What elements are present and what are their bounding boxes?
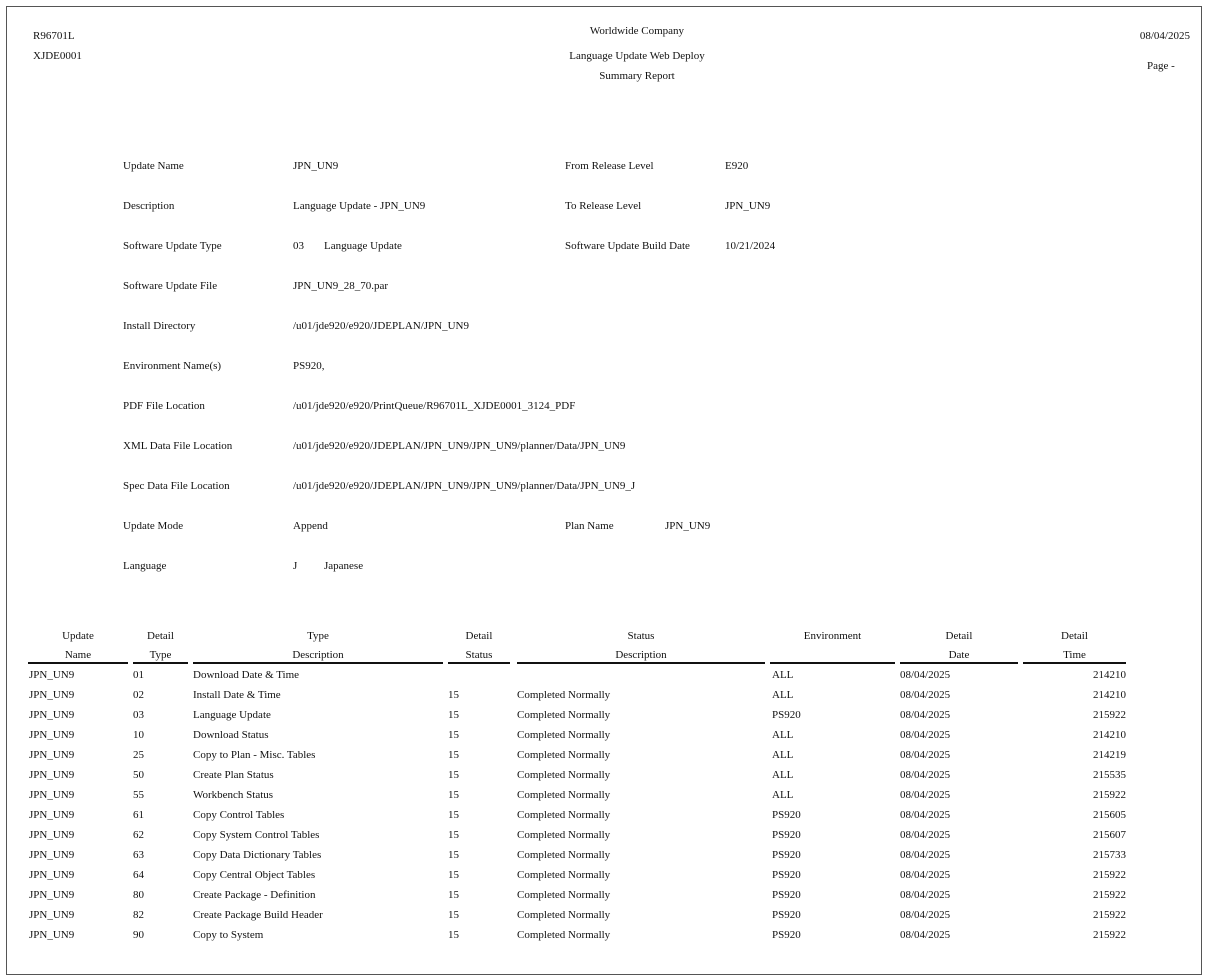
environment-cell: ALL <box>772 749 794 761</box>
type-desc-cell: Workbench Status <box>193 789 274 801</box>
from-release-label: From Release Level <box>565 160 654 172</box>
detail-type-cell: 10 <box>133 729 144 741</box>
detail-status-cell: 15 <box>448 889 459 901</box>
col-header-update-name: Update Name <box>62 630 94 661</box>
detail-type-cell: 50 <box>133 769 144 781</box>
detail-time-cell: 215922 <box>1093 929 1126 941</box>
detail-time-cell: 215733 <box>1093 849 1126 861</box>
detail-time-cell: 215607 <box>1093 829 1126 841</box>
status-desc-cell: Completed Normally <box>517 829 611 841</box>
language-label: Language <box>123 560 167 572</box>
detail-date-cell: 08/04/2025 <box>900 909 951 921</box>
type-desc-cell: Install Date & Time <box>193 689 281 701</box>
detail-date-cell: 08/04/2025 <box>900 829 951 841</box>
table-row <box>0 828 1210 848</box>
detail-type-cell: 80 <box>133 889 144 901</box>
update-mode-label: Update Mode <box>123 520 184 532</box>
table-row <box>0 928 1210 948</box>
update-name-label: Update Name <box>123 160 184 172</box>
detail-date-cell: 08/04/2025 <box>900 689 951 701</box>
type-desc-cell: Download Date & Time <box>193 669 300 681</box>
type-desc-cell: Copy Data Dictionary Tables <box>193 849 322 861</box>
detail-status-cell: 15 <box>448 709 459 721</box>
col-header-detail-status: Detail Status <box>465 630 493 661</box>
status-desc-cell: Completed Normally <box>517 709 611 721</box>
table-row <box>0 668 1210 688</box>
detail-type-cell: 01 <box>133 669 144 681</box>
program-id: R96701L <box>33 30 75 42</box>
environment-cell: PS920 <box>772 709 801 721</box>
build-date-value: 10/21/2024 <box>725 240 776 252</box>
col-underline <box>28 662 128 664</box>
detail-time-cell: 215605 <box>1093 809 1126 821</box>
update-file-label: Software Update File <box>123 280 218 292</box>
detail-status-cell: 15 <box>448 829 459 841</box>
status-desc-cell: Completed Normally <box>517 929 611 941</box>
detail-status-cell: 15 <box>448 869 459 881</box>
detail-status-cell: 15 <box>448 809 459 821</box>
update-type-label: Software Update Type <box>123 240 222 252</box>
type-desc-cell: Copy to Plan - Misc. Tables <box>193 749 316 761</box>
status-desc-cell: Completed Normally <box>517 809 611 821</box>
detail-type-cell: 64 <box>133 869 144 881</box>
environment-cell: PS920 <box>772 889 801 901</box>
environment-cell: PS920 <box>772 929 801 941</box>
status-desc-cell: Completed Normally <box>517 869 611 881</box>
pdf-location-value: /u01/jde920/e920/PrintQueue/R96701L_XJDE0001_3124_PDF <box>293 400 576 412</box>
environment-cell: ALL <box>772 789 794 801</box>
xml-location-value: /u01/jde920/e920/JDEPLAN/JPN_UN9/JPN_UN9/planner/Data/JPN_UN9 <box>293 440 626 452</box>
table-row <box>0 888 1210 908</box>
update-name-cell: JPN_UN9 <box>29 809 75 821</box>
spec-location-label: Spec Data File Location <box>123 480 230 492</box>
table-row <box>0 808 1210 828</box>
detail-time-cell: 214210 <box>1093 689 1126 701</box>
detail-time-cell: 214210 <box>1093 729 1126 741</box>
update-name-cell: JPN_UN9 <box>29 689 75 701</box>
update-type-desc: Language Update <box>324 240 402 252</box>
detail-type-cell: 82 <box>133 909 144 921</box>
detail-type-cell: 03 <box>133 709 144 721</box>
environment-cell: PS920 <box>772 829 801 841</box>
environment-cell: ALL <box>772 689 794 701</box>
env-names-value: PS920, <box>293 360 325 372</box>
detail-status-cell: 15 <box>448 729 459 741</box>
report-title: Language Update Web Deploy <box>569 50 705 62</box>
detail-status-cell: 15 <box>448 789 459 801</box>
type-desc-cell: Create Package - Definition <box>193 889 316 901</box>
detail-time-cell: 214219 <box>1093 749 1126 761</box>
detail-time-cell: 215922 <box>1093 789 1126 801</box>
type-desc-cell: Download Status <box>193 729 269 741</box>
version-id: XJDE0001 <box>33 50 82 62</box>
col-underline <box>517 662 765 664</box>
detail-status-cell: 15 <box>448 849 459 861</box>
detail-status-cell: 15 <box>448 749 459 761</box>
col-underline <box>770 662 895 664</box>
col-underline <box>448 662 510 664</box>
col-underline <box>1023 662 1126 664</box>
detail-status-cell: 15 <box>448 769 459 781</box>
detail-date-cell: 08/04/2025 <box>900 769 951 781</box>
detail-type-cell: 55 <box>133 789 144 801</box>
detail-time-cell: 215922 <box>1093 709 1126 721</box>
update-name-cell: JPN_UN9 <box>29 669 75 681</box>
update-file-value: JPN_UN9_28_70.par <box>293 280 389 292</box>
detail-date-cell: 08/04/2025 <box>900 709 951 721</box>
detail-type-cell: 90 <box>133 929 144 941</box>
type-desc-cell: Language Update <box>193 709 271 721</box>
detail-status-cell: 15 <box>448 909 459 921</box>
type-desc-cell: Copy Central Object Tables <box>193 869 316 881</box>
detail-time-cell: 215922 <box>1093 909 1126 921</box>
table-row <box>0 908 1210 928</box>
environment-cell: PS920 <box>772 809 801 821</box>
xml-location-label: XML Data File Location <box>123 440 233 452</box>
col-underline <box>900 662 1018 664</box>
table-row <box>0 848 1210 868</box>
type-desc-cell: Copy Control Tables <box>193 809 285 821</box>
plan-name-label: Plan Name <box>565 520 614 532</box>
col-header-detail-time: Detail Time <box>1061 630 1088 661</box>
detail-date-cell: 08/04/2025 <box>900 669 951 681</box>
table-row <box>0 748 1210 768</box>
type-desc-cell: Copy System Control Tables <box>193 829 320 841</box>
spec-location-value: /u01/jde920/e920/JDEPLAN/JPN_UN9/JPN_UN9/planner/Data/JPN_UN9_J <box>293 480 636 492</box>
update-name-cell: JPN_UN9 <box>29 769 75 781</box>
from-release-value: E920 <box>725 160 749 172</box>
page-label: Page - <box>1147 60 1175 72</box>
update-name-cell: JPN_UN9 <box>29 789 75 801</box>
col-underline <box>133 662 188 664</box>
update-name-cell: JPN_UN9 <box>29 749 75 761</box>
detail-status-cell: 15 <box>448 689 459 701</box>
update-name-cell: JPN_UN9 <box>29 849 75 861</box>
detail-date-cell: 08/04/2025 <box>900 849 951 861</box>
detail-type-cell: 63 <box>133 849 144 861</box>
type-desc-cell: Create Plan Status <box>193 769 274 781</box>
environment-cell: PS920 <box>772 909 801 921</box>
status-desc-cell: Completed Normally <box>517 789 611 801</box>
detail-type-cell: 61 <box>133 809 144 821</box>
detail-type-cell: 02 <box>133 689 144 701</box>
to-release-value: JPN_UN9 <box>725 200 771 212</box>
detail-time-cell: 215535 <box>1093 769 1126 781</box>
update-name-cell: JPN_UN9 <box>29 909 75 921</box>
col-header-status-desc: Status Description <box>615 630 667 661</box>
detail-date-cell: 08/04/2025 <box>900 809 951 821</box>
col-header-detail-date: Detail Date <box>945 630 973 661</box>
update-name-cell: JPN_UN9 <box>29 929 75 941</box>
language-desc: Japanese <box>324 560 364 572</box>
status-desc-cell: Completed Normally <box>517 909 611 921</box>
detail-date-cell: 08/04/2025 <box>900 869 951 881</box>
update-name-cell: JPN_UN9 <box>29 729 75 741</box>
detail-time-cell: 215922 <box>1093 869 1126 881</box>
table-row <box>0 708 1210 728</box>
build-date-label: Software Update Build Date <box>565 240 690 252</box>
col-header-detail-type: Detail Type <box>147 630 174 661</box>
install-dir-value: /u01/jde920/e920/JDEPLAN/JPN_UN9 <box>293 320 469 332</box>
status-desc-cell: Completed Normally <box>517 849 611 861</box>
plan-name-value: JPN_UN9 <box>665 520 711 532</box>
table-row <box>0 688 1210 708</box>
detail-type-cell: 25 <box>133 749 144 761</box>
environment-cell: ALL <box>772 669 794 681</box>
install-dir-label: Install Directory <box>123 320 196 332</box>
environment-cell: ALL <box>772 729 794 741</box>
col-header-type-desc: Type Description <box>292 630 344 661</box>
report-subtitle: Summary Report <box>599 70 675 82</box>
table-row <box>0 728 1210 748</box>
environment-cell: ALL <box>772 769 794 781</box>
report-date: 08/04/2025 <box>1139 30 1190 42</box>
detail-type-cell: 62 <box>133 829 144 841</box>
update-name-cell: JPN_UN9 <box>29 709 75 721</box>
detail-status-cell: 15 <box>448 929 459 941</box>
update-name-cell: JPN_UN9 <box>29 889 75 901</box>
status-desc-cell: Completed Normally <box>517 729 611 741</box>
environment-cell: PS920 <box>772 869 801 881</box>
detail-date-cell: 08/04/2025 <box>900 889 951 901</box>
col-underline <box>193 662 443 664</box>
detail-time-cell: 214210 <box>1093 669 1126 681</box>
col-header-environment: Environment <box>803 630 862 642</box>
type-desc-cell: Create Package Build Header <box>193 909 323 921</box>
update-mode-value: Append <box>293 520 328 532</box>
detail-date-cell: 08/04/2025 <box>900 729 951 741</box>
update-name-cell: JPN_UN9 <box>29 869 75 881</box>
status-desc-cell: Completed Normally <box>517 769 611 781</box>
table-row <box>0 868 1210 888</box>
status-desc-cell: Completed Normally <box>517 889 611 901</box>
status-desc-cell: Completed Normally <box>517 689 611 701</box>
update-type-code: 03 <box>293 240 304 252</box>
to-release-label: To Release Level <box>565 200 642 212</box>
language-code: J <box>293 560 298 572</box>
table-row <box>0 788 1210 808</box>
detail-date-cell: 08/04/2025 <box>900 929 951 941</box>
detail-date-cell: 08/04/2025 <box>900 789 951 801</box>
update-name-cell: JPN_UN9 <box>29 829 75 841</box>
type-desc-cell: Copy to System <box>193 929 264 941</box>
company-name: Worldwide Company <box>589 25 685 37</box>
pdf-location-label: PDF File Location <box>123 400 205 412</box>
environment-cell: PS920 <box>772 849 801 861</box>
env-names-label: Environment Name(s) <box>123 360 222 372</box>
status-desc-cell: Completed Normally <box>517 749 611 761</box>
description-value: Language Update - JPN_UN9 <box>293 200 426 212</box>
description-label: Description <box>123 200 175 212</box>
detail-time-cell: 215922 <box>1093 889 1126 901</box>
table-row <box>0 768 1210 788</box>
detail-date-cell: 08/04/2025 <box>900 749 951 761</box>
update-name-value: JPN_UN9 <box>293 160 339 172</box>
